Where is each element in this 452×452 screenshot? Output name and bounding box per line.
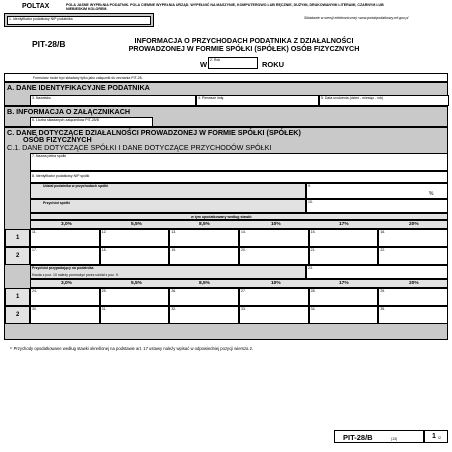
amount-field[interactable]	[378, 288, 448, 306]
footer-page-box	[424, 430, 448, 443]
amount-field-label: 25.	[101, 289, 107, 293]
amount-field-label: 18.	[101, 248, 107, 252]
rates-rows-1	[5, 229, 449, 265]
amount-field-label: 35.	[380, 307, 386, 311]
amount-field-label: 22.	[380, 248, 386, 252]
rate-8-5: 8,5%	[199, 222, 210, 227]
form-title-line2: PROWADZONEJ W FORMIE SPÓŁKI (SPÓŁEK) OSÓB FIZYCZNYCH	[128, 43, 360, 53]
company-name-field[interactable]	[30, 153, 448, 171]
roku-label: ROKU	[262, 60, 285, 69]
section-c	[4, 127, 448, 340]
section-c-heading	[7, 129, 301, 143]
amount-field[interactable]	[100, 229, 170, 247]
rates-header-2	[30, 279, 448, 288]
amount-field[interactable]	[169, 229, 239, 247]
amount-field-label: 32.	[171, 307, 177, 311]
amount-field[interactable]	[309, 247, 379, 265]
attachments-count-label: 6. Liczba składanych załączników PIT-28/B	[32, 118, 99, 122]
amount-field[interactable]	[378, 247, 448, 265]
section-a-heading: A. DANE IDENTYFIKACYJNE PODATNIKA	[7, 83, 150, 92]
year-label: 2. Rok	[210, 58, 221, 62]
rate-10: 10%	[271, 281, 281, 286]
amount-field-label: 21.	[310, 248, 316, 252]
first-name-label: 4. Pierwsze imię	[198, 96, 224, 100]
row-number: 1	[16, 235, 20, 241]
poltax-label: POLTAX	[22, 3, 50, 10]
amount-field[interactable]	[309, 288, 379, 306]
revenue-num: 10.	[308, 200, 313, 204]
amount-field-label: 12.	[101, 230, 107, 234]
share-num: 9.	[308, 184, 311, 188]
footnote: ¹⁾ Przychody opodatkowane według stawki określonej na podstawie art. 17 ustawy należy wpisać w odpowiedniej pozycji wiersza 2.	[10, 346, 254, 351]
revenue-label-box	[30, 199, 306, 213]
rate-3: 3,0%	[61, 281, 72, 286]
instructions-text: POLA JASNE WYPEŁNIA PODATNIK. POLA CIEMNE WYPEŁNIA URZĄD. WYPEŁNIĆ NA MASZYNIE, KOMPUTEROWO LUB RĘCZNIE, DUŻYMI, DRUKOWANYMI LITERAMI, CZARNYM LUB NIEBIESKIM KOLOREM.	[66, 3, 384, 12]
share-label: Udział podatnika w przychodach spółki	[43, 184, 109, 188]
amount-field-label: 19.	[171, 248, 177, 252]
amount-field-label: 11.	[32, 230, 37, 234]
amount-field[interactable]	[378, 229, 448, 247]
amount-field-label: 29.	[380, 289, 386, 293]
amount-field-label: 28.	[310, 289, 316, 293]
section-c1-heading: C.1. DANE DOTYCZĄCE SPÓŁKI I DANE DOTYCZĄCE PRZYCHODÓW SPÓŁKI	[7, 143, 272, 152]
rate-17: 17%	[339, 281, 349, 286]
amount-field-label: 15.	[310, 230, 316, 234]
row-number-box	[5, 247, 30, 265]
nip-box	[4, 13, 154, 27]
rate-17: 17%	[339, 222, 349, 227]
rates-rows-2	[5, 288, 449, 324]
birth-date-label: 5. Data urodzenia (dzień - miesiąc - rok)	[321, 96, 384, 100]
company-name-label: 7. Nazwa pełna spółki	[32, 154, 67, 158]
footer-version: (13)	[391, 437, 398, 441]
amount-field[interactable]	[378, 306, 448, 324]
row-number: 2	[16, 312, 20, 318]
amount-field-label: 34.	[310, 307, 316, 311]
amount-field-label: 27.	[241, 289, 246, 293]
row-number: 2	[16, 253, 20, 259]
amount-field[interactable]	[169, 306, 239, 324]
amount-field-label: 31.	[101, 307, 107, 311]
note-text: Formularz może być składany tylko jako załącznik do zeznania PIT-28.	[33, 76, 143, 80]
amount-field-label: 33.	[241, 307, 246, 311]
note-box	[4, 73, 448, 82]
rate-20: 20%	[409, 281, 419, 286]
electronic-note: Składanie w wersji elektronicznej: www.portalpodatkowy.mf.gov.pl	[304, 16, 409, 20]
rate-5-5: 5,5%	[131, 281, 142, 286]
w-tym-box	[30, 213, 448, 220]
amount-field[interactable]	[239, 247, 309, 265]
nip-label: 1. Identyfikator podatkowy NIP podatnika	[9, 17, 73, 21]
amount-field-label: 30.	[32, 307, 37, 311]
amount-field[interactable]	[30, 306, 100, 324]
taxpayer-revenue-field[interactable]	[306, 265, 448, 279]
surname-field[interactable]	[30, 95, 196, 106]
amount-field[interactable]	[239, 306, 309, 324]
taxpayer-revenue-label: Przychód przypadający na podatnika	[32, 266, 94, 270]
amount-field-label: 16.	[380, 230, 386, 234]
form-title	[94, 37, 394, 52]
taxpayer-revenue-label-box	[30, 265, 306, 279]
w-label: W	[200, 60, 208, 69]
share-label-box	[30, 183, 306, 199]
amount-field[interactable]	[239, 229, 309, 247]
section-b	[4, 106, 448, 127]
rate-20: 20%	[409, 222, 419, 227]
rate-5-5: 5,5%	[131, 222, 142, 227]
footer-code-box	[334, 430, 424, 443]
rate-10: 10%	[271, 222, 281, 227]
surname-label: 3. Nazwisko	[32, 96, 51, 100]
amount-field[interactable]	[169, 247, 239, 265]
first-name-field[interactable]	[196, 95, 319, 106]
amount-field-label: 17.	[32, 248, 37, 252]
pit-28b-form	[4, 2, 448, 448]
company-nip-field[interactable]	[30, 171, 448, 183]
amount-field[interactable]	[309, 229, 379, 247]
revenue-field[interactable]	[306, 199, 448, 213]
row-number: 1	[16, 294, 20, 300]
company-nip-label: 8. Identyfikator podatkowy NIP spółki	[32, 174, 90, 178]
amount-field[interactable]	[30, 288, 100, 306]
amount-field-label: 20.	[241, 248, 246, 252]
w-tym-label: w tym opodatkowany według stawki:	[191, 215, 253, 219]
amount-field-label: 26.	[171, 289, 177, 293]
amount-field[interactable]	[30, 247, 100, 265]
amount-field[interactable]	[309, 306, 379, 324]
taxpayer-revenue-note: Kwota z poz. 10 należy pomnożyć przez udział z poz. 9.	[32, 273, 119, 277]
section-c-heading-line2: OSÓB FIZYCZNYCH	[23, 135, 92, 145]
section-a	[4, 82, 448, 106]
form-title-line1: INFORMACJA O PRZYCHODACH PODATNIKA Z DZIAŁALNOŚCI	[134, 36, 354, 45]
footer-code: PIT-28/B	[343, 433, 373, 442]
amount-field-label: 14.	[241, 230, 246, 234]
amount-field-label: 13.	[171, 230, 177, 234]
attachments-count-field[interactable]	[30, 117, 153, 127]
amount-field[interactable]	[169, 288, 239, 306]
amount-field-label: 24.	[32, 289, 37, 293]
form-code: PIT-28/B	[32, 39, 66, 49]
row-number-box	[5, 229, 30, 247]
footer-page: 1	[432, 433, 436, 440]
section-c-heading-line1: C. DANE DOTYCZĄCE DZIAŁALNOŚCI PROWADZONEJ W FORMIE SPÓŁKI (SPÓŁEK)	[7, 128, 301, 137]
amount-field[interactable]	[100, 247, 170, 265]
footer-page-of: /2	[438, 436, 441, 440]
rate-3: 3,0%	[61, 222, 72, 227]
share-field[interactable]	[306, 183, 448, 199]
row-number-box	[5, 288, 30, 306]
revenue-label: Przychód spółki	[43, 201, 70, 205]
amount-field[interactable]	[239, 288, 309, 306]
share-percent: %	[429, 191, 434, 197]
section-b-heading: B. INFORMACJA O ZAŁĄCZNIKACH	[7, 107, 131, 116]
year-field[interactable]	[208, 57, 258, 69]
footer	[334, 430, 448, 444]
nip-field[interactable]	[7, 16, 151, 25]
rate-8-5: 8,5%	[199, 281, 210, 286]
amount-field[interactable]	[100, 288, 170, 306]
amount-field[interactable]	[100, 306, 170, 324]
rates-header-1	[30, 220, 448, 229]
row-number-box	[5, 306, 30, 324]
amount-field[interactable]	[30, 229, 100, 247]
taxpayer-revenue-num: 23.	[308, 266, 313, 270]
birth-date-field[interactable]	[319, 95, 449, 106]
